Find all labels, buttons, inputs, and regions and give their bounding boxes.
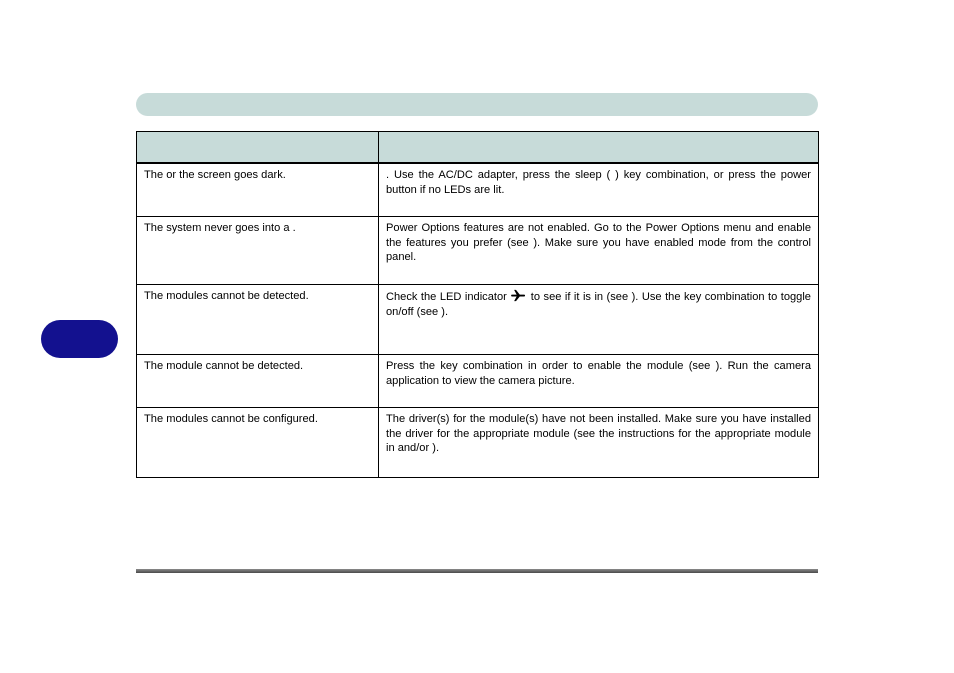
table-row bbox=[137, 355, 819, 408]
footer-rule bbox=[136, 569, 818, 573]
table-header-row bbox=[137, 132, 819, 164]
solution-cell: Power Options features are not enabled. Go to the Power Options menu and enable the features you prefer (see ). Make sure you have enabled mode from the control panel. bbox=[379, 217, 819, 285]
table-row bbox=[137, 285, 819, 355]
airplane-mode-icon bbox=[511, 289, 526, 302]
solution-cell: The driver(s) for the module(s) have not been installed. Make sure you have installed the driver for the appropriate module (see the instructions for the appropriate module in and/or ). bbox=[379, 408, 819, 478]
solution-column-header bbox=[379, 132, 819, 164]
troubleshooting-table bbox=[136, 131, 819, 478]
table-row bbox=[137, 163, 819, 217]
problem-cell: The or the screen goes dark. bbox=[137, 163, 379, 217]
chapter-side-tab bbox=[41, 320, 118, 358]
table-row bbox=[137, 408, 819, 478]
problem-cell: The module cannot be detected. bbox=[137, 355, 379, 408]
solution-cell: . Use the AC/DC adapter, press the sleep ( ) key combination, or press the power button if no LEDs are lit. bbox=[379, 163, 819, 217]
problem-cell: The modules cannot be detected. bbox=[137, 285, 379, 355]
problem-column-header bbox=[137, 132, 379, 164]
problem-cell: The system never goes into a . bbox=[137, 217, 379, 285]
solution-text: to see if it is in (see ). Use the key combination to toggle on/off (see ). bbox=[386, 291, 811, 318]
table-row bbox=[137, 217, 819, 285]
solution-cell: Press the key combination in order to enable the module (see ). Run the camera application to view the camera picture. bbox=[379, 355, 819, 408]
solution-text: Check the LED indicator bbox=[386, 291, 507, 303]
solution-cell bbox=[379, 285, 819, 355]
problem-cell: The modules cannot be configured. bbox=[137, 408, 379, 478]
page-header-bar bbox=[136, 93, 818, 116]
